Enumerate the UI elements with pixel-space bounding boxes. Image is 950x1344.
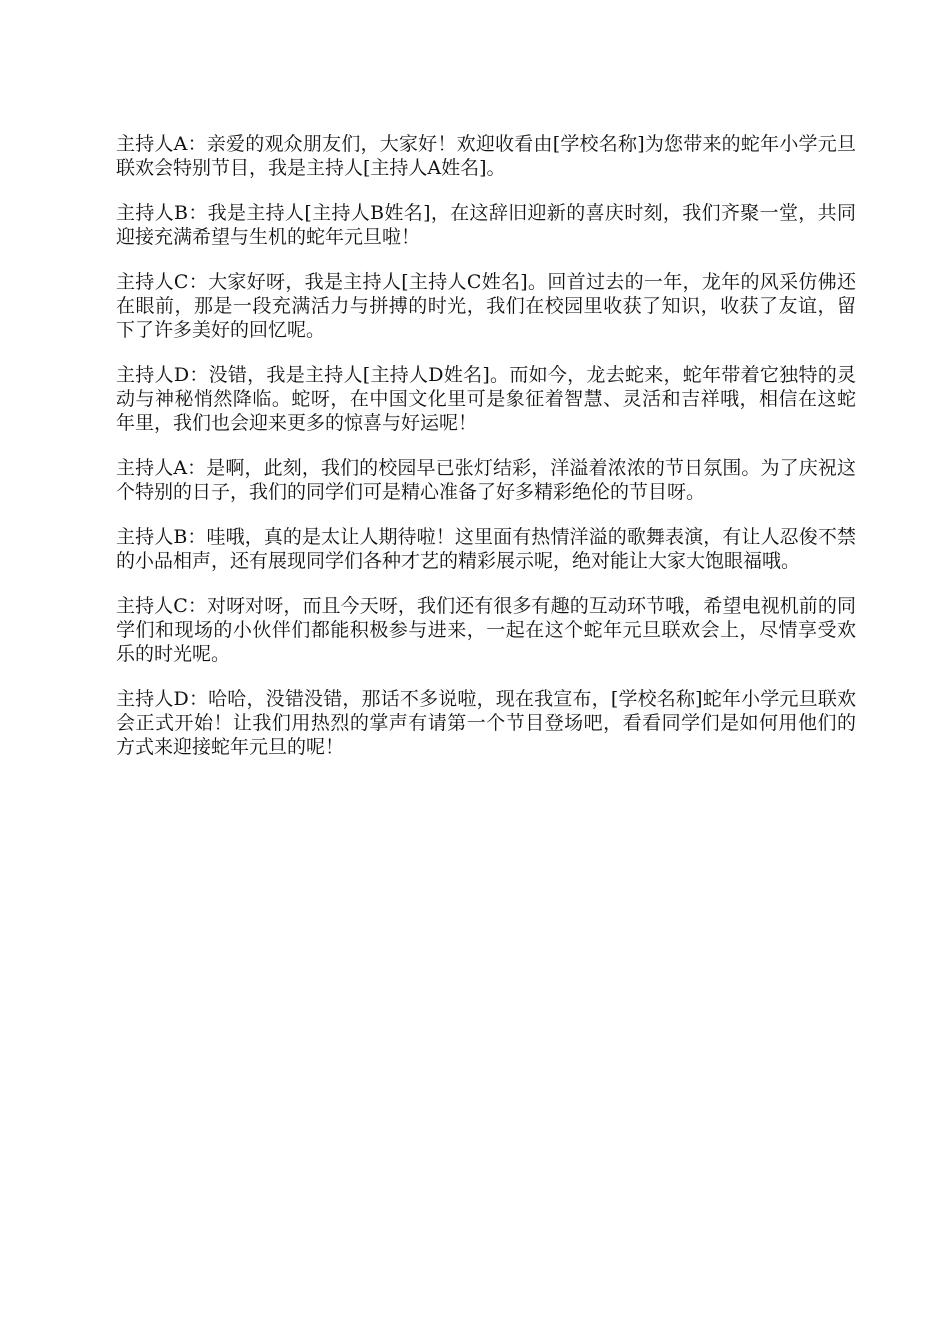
- script-paragraph-host-c-2: 主持人C：对呀对呀，而且今天呀，我们还有很多有趣的互动环节哦，希望电视机前的同学们和现场的小伙伴们都能积极参与进来，一起在这个蛇年元旦联欢会上，尽情享受欢乐的时光呢。: [116, 595, 856, 665]
- script-paragraph-host-d-2: 主持人D：哈哈，没错没错，那话不多说啦，现在我宣布，[学校名称]蛇年小学元旦联欢会正式开始！让我们用热烈的掌声有请第一个节目登场吧，看看同学们是如何用他们的方式来迎接蛇年元旦的呢！: [116, 688, 856, 758]
- document-page: [116, 132, 856, 780]
- script-paragraph-host-b-2: 主持人B：哇哦，真的是太让人期待啦！这里面有热情洋溢的歌舞表演，有让人忍俊不禁的小品相声，还有展现同学们各种才艺的精彩展示呢，绝对能让大家大饱眼福哦。: [116, 526, 856, 572]
- script-paragraph-host-a-2: 主持人A：是啊，此刻，我们的校园早已张灯结彩，洋溢着浓浓的节日氛围。为了庆祝这个特别的日子，我们的同学们可是精心准备了好多精彩绝伦的节目呀。: [116, 457, 856, 503]
- script-paragraph-host-a-1: 主持人A：亲爱的观众朋友们，大家好！欢迎收看由[学校名称]为您带来的蛇年小学元旦联欢会特别节目，我是主持人[主持人A姓名]。: [116, 133, 856, 179]
- script-paragraph-host-d-1: 主持人D：没错，我是主持人[主持人D姓名]。而如今，龙去蛇来，蛇年带着它独特的灵动与神秘悄然降临。蛇呀，在中国文化里可是象征着智慧、灵活和吉祥哦，相信在这蛇年里，我们也会迎来更多的惊喜与好运呢！: [116, 364, 856, 434]
- script-paragraph-host-b-1: 主持人B：我是主持人[主持人B姓名]，在这辞旧迎新的喜庆时刻，我们齐聚一堂，共同迎接充满希望与生机的蛇年元旦啦！: [116, 202, 856, 248]
- script-paragraph-host-c-1: 主持人C：大家好呀，我是主持人[主持人C姓名]。回首过去的一年，龙年的风采仿佛还在眼前，那是一段充满活力与拼搏的时光，我们在校园里收获了知识，收获了友谊，留下了许多美好的回忆呢。: [116, 271, 856, 341]
